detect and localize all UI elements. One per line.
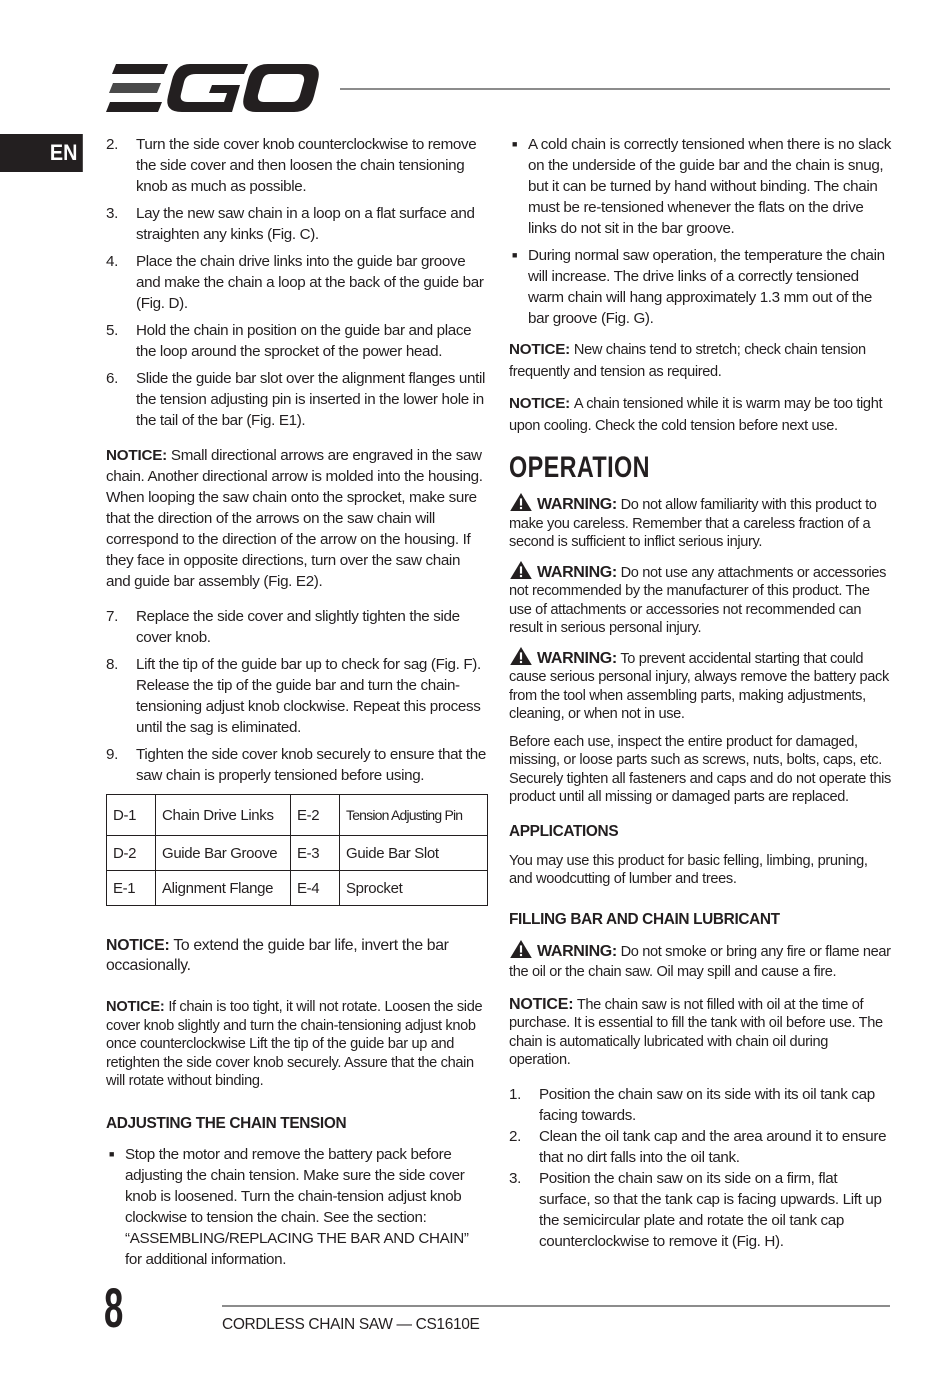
warning-attachments: WARNING: Do not use any attachments or accessories not recommended by the manufacturer of this product. The use of attachments or accessories not recommended can result in serious personal injury. <box>509 561 891 638</box>
left-column <box>106 134 488 1276</box>
list-item: 2. Turn the side cover knob counterclockwise to remove the side cover and then loosen the chain tensioning knob as much as possible. <box>106 136 477 195</box>
list-item: 9. Tighten the side cover knob securely to ensure that the saw chain is properly tensioned before using. <box>106 746 486 784</box>
notice-oil-fill: NOTICE: The chain saw is not filled with oil at the time of purchase. It is essential to fill the tank with oil before use. The chain is automatically lubricated with chain oil during operation. <box>509 995 883 1068</box>
table-row: D-2 Guide Bar Groove E-3 Guide Bar Slot <box>107 836 488 871</box>
filling-heading: FILLING BAR AND CHAIN LUBRICANT <box>509 910 780 928</box>
fill-step-list <box>509 1084 891 1252</box>
list-item: ■ A cold chain is correctly tensioned when there is no slack on the underside of the guide bar and the chain is snug, but it can be turned by hand without binding. The chain must be re-tensioned whenever the flats on the drive links do not sit in the bar groove. <box>512 136 891 237</box>
notice-too-tight: NOTICE: If chain is too tight, it will not rotate. Loosen the side cover knob slightly and turn the chain-tensioning adjust knob once counterclockwise Lift the tip of the guide bar up and retighten the side cover knob securely. Assure that the chain will rotate without binding. <box>106 999 483 1089</box>
step-list-b <box>106 606 488 786</box>
language-tab: EN <box>0 134 83 172</box>
list-item: 2. Clean the oil tank cap and the area around it to ensure that no dirt falls into the oil tank. <box>509 1127 887 1166</box>
list-item: 3. Lay the new saw chain in a loop on a flat surface and straighten any kinks (Fig. C). <box>106 205 475 243</box>
warning-triangle-icon <box>509 940 533 958</box>
notice-invert-bar: NOTICE: To extend the guide bar life, invert the bar occasionally. <box>106 937 449 974</box>
list-item: 4. Place the chain drive links into the guide bar groove and make the chain a loop at the back of the guide bar (Fig. D). <box>106 253 484 312</box>
list-item: 3. Position the chain saw on its side on a firm, flat surface, so that the tank cap is facing upwards. Lift up the semicircular plate and rotate the oil tank cap counterclockwise to remove it (Fig. H). <box>509 1169 882 1250</box>
parts-table <box>106 794 488 906</box>
list-item: 7. Replace the side cover and slightly tighten the side cover knob. <box>106 608 460 646</box>
list-item: 1. Position the chain saw on its side with its oil tank cap facing towards. <box>509 1085 875 1124</box>
list-item: 5. Hold the chain in position on the guide bar and place the loop around the sprocket of the power head. <box>106 322 472 360</box>
footer-rule <box>222 1305 890 1307</box>
list-item: 6. Slide the guide bar slot over the alignment flanges until the tension adjusting pin is inserted in the lower hole in the tail of the bar (Fig. E1). <box>106 370 485 429</box>
notice-arrows: NOTICE: Small directional arrows are engraved in the saw chain. Another directional arrow is molded into the housing. When looping the saw chain onto the sprocket, make sure that the direction of the arrows on the saw chain will correspond to the direction of the arrow on the housing. If they face in opposite directions, turn over the saw chain and guide bar assembly (Fig. E2). <box>106 447 483 590</box>
notice-stretch: NOTICE: New chains tend to stretch; check chain tension frequently and tension as required. <box>509 341 866 380</box>
warning-triangle-icon <box>509 493 533 511</box>
operation-title: OPERATION <box>509 451 650 484</box>
warning-triangle-icon <box>509 647 533 665</box>
page-number: 8 <box>104 1276 124 1339</box>
warning-familiarity: WARNING: Do not allow familiarity with this product to make you careless. Remember that a careless fraction of a second is sufficient to inflict serious injury. <box>509 493 891 552</box>
adjusting-heading: ADJUSTING THE CHAIN TENSION <box>106 1114 347 1132</box>
list-item: ■ Stop the motor and remove the battery pack before adjusting the chain tension. Make sure the side cover knob is loosened. Turn the chain-tension adjust knob clockwise to tension the chain. See the section: “ASSEMBLING/REPLACING THE BAR AND CHAIN” for additional information. <box>109 1145 469 1268</box>
footer-title: CORDLESS CHAIN SAW — CS1610E <box>222 1316 480 1333</box>
step-list-a <box>106 134 488 431</box>
applications-text: You may use this product for basic felling, limbing, pruning, and woodcutting of lumber and trees. <box>509 852 868 887</box>
notice-warm-chain: NOTICE: A chain tensioned while it is warm may be too tight upon cooling. Check the cold tension before next use. <box>509 395 883 434</box>
list-item: 8. Lift the tip of the guide bar up to check for sag (Fig. F). Release the tip of the guide bar and turn the chain-tensioning adjust knob clockwise. Repeat this process until the sag is eliminated. <box>106 656 481 736</box>
header-rule <box>340 88 890 90</box>
ego-logo <box>106 62 320 114</box>
warning-triangle-icon <box>509 561 533 579</box>
applications-heading: APPLICATIONS <box>509 822 619 840</box>
warning-accidental-start: WARNING: To prevent accidental starting that could cause serious personal injury, always remove the battery pack from the tool when assembling parts, making adjustments, cleaning, or when not in use. <box>509 647 891 724</box>
table-row: E-1 Alignment Flange E-4 Sprocket <box>107 871 488 906</box>
table-row: D-1 Chain Drive Links E-2 Tension Adjusting Pin <box>107 795 488 836</box>
warning-fire: WARNING: Do not smoke or bring any fire or flame near the oil or the chain saw. Oil may spill and cause a fire. <box>509 940 891 982</box>
list-item: ■ During normal saw operation, the temperature the chain will increase. The drive links of a correctly tensioned warm chain will hang approximately 1.3 mm out of the bar groove (Fig. G). <box>512 247 885 327</box>
right-column <box>509 134 891 1252</box>
inspect-paragraph: Before each use, inspect the entire product for damaged, missing, or loose parts such as screws, nuts, bolts, caps, etc. Securely tighten all fasteners and caps and do not operate this product until all missing or damaged parts are replaced. <box>509 733 891 805</box>
